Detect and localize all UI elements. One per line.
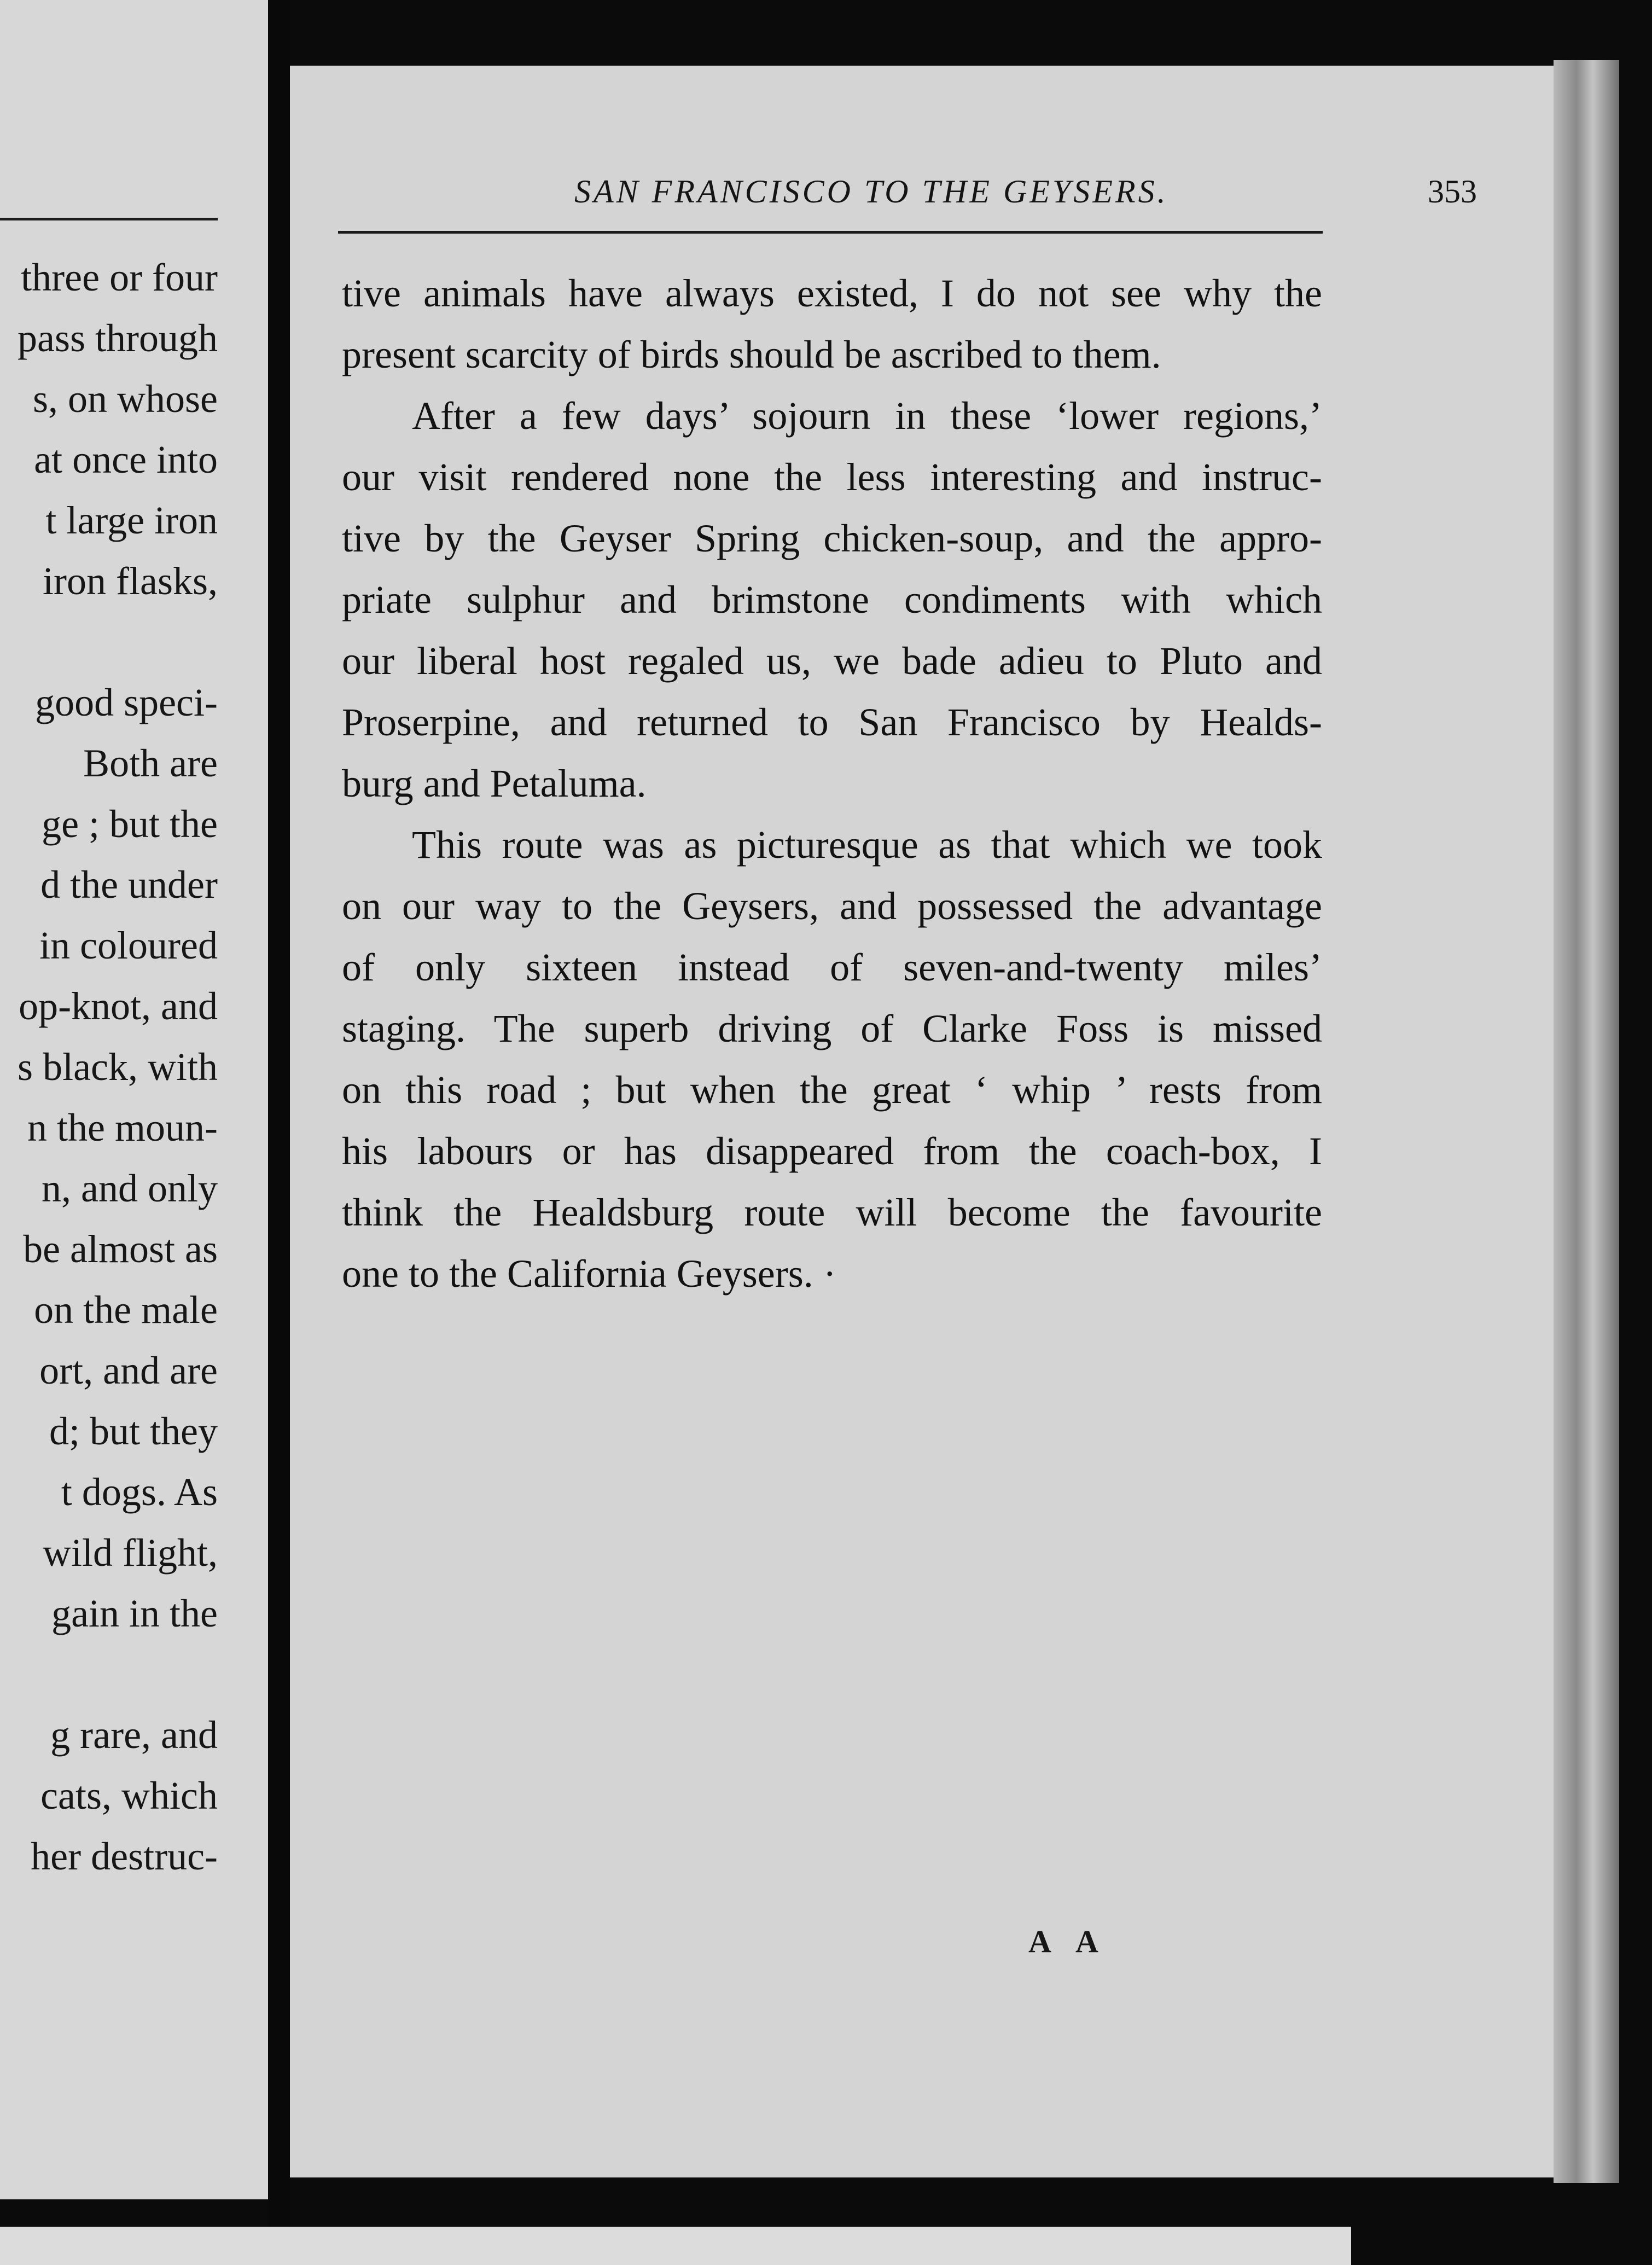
- left-line: n the moun-: [27, 1106, 218, 1149]
- left-page-rule: [0, 218, 218, 220]
- left-line: g rare, and: [50, 1713, 218, 1757]
- left-line: in coloured: [39, 924, 218, 967]
- text-line: think the Healdsburg route will become the favourite: [342, 1190, 1322, 1234]
- signature-mark: A A: [1028, 1924, 1108, 1959]
- left-line: be almost as: [23, 1227, 218, 1271]
- text-line: tive by the Geyser Spring chicken-soup, and the appro-: [342, 516, 1322, 560]
- scan-bottom-band: [0, 2227, 1351, 2265]
- left-line: n, and only: [42, 1166, 218, 1210]
- left-line: good speci-: [35, 681, 218, 724]
- left-page-text: [18, 247, 218, 1887]
- page-number: 353: [1428, 173, 1477, 210]
- book-page: [290, 66, 1554, 2177]
- left-line: t large iron: [45, 498, 218, 542]
- left-line: d the under: [40, 863, 218, 907]
- left-line: pass through: [18, 316, 218, 360]
- text-line: priate sulphur and brimstone condiments with which: [342, 578, 1322, 622]
- left-line: [18, 612, 218, 672]
- page-edge-stack: [1554, 60, 1619, 2183]
- paragraph-start-line: This route was as picturesque as that which we took: [412, 823, 1322, 867]
- left-line: iron flasks,: [43, 559, 218, 603]
- left-line: on the male: [34, 1288, 218, 1332]
- left-line: op-knot, and: [19, 984, 218, 1028]
- text-line: our visit rendered none the less interesting and instruc-: [342, 455, 1322, 499]
- text-line: staging. The superb driving of Clarke Foss is missed: [342, 1007, 1322, 1050]
- left-line: her destruc-: [31, 1834, 218, 1878]
- left-line: Both are: [83, 741, 218, 785]
- left-line: at once into: [34, 438, 218, 481]
- text-line: on our way to the Geysers, and possessed the advantage: [342, 884, 1322, 928]
- left-line: gain in the: [51, 1592, 218, 1635]
- text-line: of only sixteen instead of seven-and-twenty miles’: [342, 945, 1322, 989]
- left-line: three or four: [21, 255, 218, 299]
- running-head-title: SAN FRANCISCO TO THE GEYSERS.: [574, 173, 1168, 210]
- left-line: s black, with: [18, 1045, 218, 1089]
- left-line: cats, which: [40, 1774, 218, 1817]
- running-head: [503, 159, 1477, 224]
- page-body: [342, 263, 1322, 1304]
- text-line: Proserpine, and returned to San Francisco by Healds-: [342, 700, 1322, 744]
- text-line: tive animals have always existed, I do not see why the: [342, 271, 1322, 315]
- text-line: burg and Petaluma.: [342, 762, 647, 805]
- text-line: present scarcity of birds should be ascribed to them.: [342, 333, 1161, 376]
- left-line: ge ; but the: [42, 802, 218, 846]
- left-line: wild flight,: [43, 1531, 218, 1575]
- left-line: [18, 1644, 218, 1705]
- text-line: one to the California Geysers. ·: [342, 1252, 836, 1296]
- left-line: t dogs. As: [61, 1470, 218, 1514]
- text-line: our liberal host regaled us, we bade adieu to Pluto and: [342, 639, 1322, 683]
- header-rule: [338, 231, 1323, 234]
- left-page-fragment: [0, 0, 268, 2199]
- left-line: s, on whose: [33, 377, 218, 421]
- paragraph-start-line: After a few days’ sojourn in these ‘lower regions,’: [412, 394, 1322, 438]
- text-line: on this road ; but when the great ‘ whip ’ rests from: [342, 1068, 1322, 1112]
- text-line: his labours or has disappeared from the coach-box, I: [342, 1129, 1322, 1173]
- left-line: d; but they: [49, 1409, 218, 1453]
- left-line: ort, and are: [39, 1349, 218, 1392]
- book-gutter: [268, 0, 290, 2265]
